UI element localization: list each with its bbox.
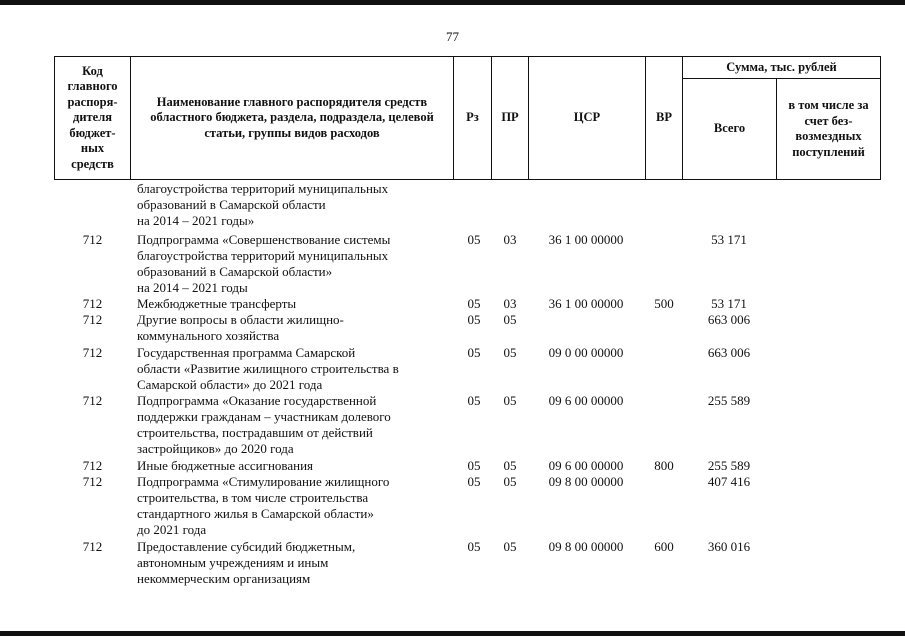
row-name-line: Подпрограмма «Оказание государственной <box>137 393 377 408</box>
row-name-line: на 2014 – 2021 годы <box>137 280 248 295</box>
row-csr: 09 8 00 00000 <box>548 474 624 489</box>
row-code: 712 <box>82 296 103 311</box>
row-pr: 03 <box>503 232 517 247</box>
row-name <box>137 474 457 538</box>
row-name <box>137 296 457 312</box>
row-total: 663 006 <box>707 312 751 327</box>
header-csr-text: ЦСР <box>573 110 601 125</box>
row-csr: 09 6 00 00000 <box>548 458 624 473</box>
header-name <box>130 56 454 180</box>
row-total: 53 171 <box>711 296 747 311</box>
row-csr: 36 1 00 00000 <box>548 232 624 247</box>
row-name-line: Самарской области» до 2021 года <box>137 377 323 392</box>
page-number: 77 <box>446 29 459 44</box>
row-name-line: автономным учреждениям и иным <box>137 555 329 570</box>
row-csr: 09 0 00 00000 <box>548 345 624 360</box>
header-sum <box>682 56 881 79</box>
row-name-line: Другие вопросы в области жилищно- <box>137 312 344 327</box>
row-pr: 05 <box>503 539 517 554</box>
header-csr <box>528 56 646 180</box>
header-vr <box>645 56 683 180</box>
row-name-line: Государственная программа Самарской <box>137 345 356 360</box>
row-name-line: на 2014 – 2021 годы» <box>137 213 255 228</box>
row-name <box>137 458 457 474</box>
row-total: 663 006 <box>707 345 751 360</box>
row-vr: 600 <box>654 539 674 554</box>
row-name-line: образований в Самарской области <box>137 197 326 212</box>
row-rz: 05 <box>467 232 481 247</box>
row-name-line: строительства, пострадавшим от действий <box>137 425 373 440</box>
row-name <box>137 539 457 587</box>
row-name-line: Предоставление субсидий бюджетным, <box>137 539 356 554</box>
row-name-line: некоммерческим организациям <box>137 571 311 586</box>
header-rz <box>453 56 492 180</box>
bottom-border <box>0 631 905 636</box>
row-name-line: застройщиков» до 2020 года <box>137 441 294 456</box>
row-code: 712 <box>82 312 103 327</box>
row-name-line: коммунального хозяйства <box>137 328 280 343</box>
header-sum-text: Сумма, тыс. рублей <box>726 59 837 74</box>
row-rz: 05 <box>467 474 481 489</box>
top-border <box>0 0 905 5</box>
row-csr: 36 1 00 00000 <box>548 296 624 311</box>
row-name-line: стандартного жилья в Самарской области» <box>137 506 374 521</box>
header-pr-text: ПР <box>501 110 519 125</box>
row-name <box>137 393 457 457</box>
row-csr: 09 6 00 00000 <box>548 393 624 408</box>
header-total <box>682 78 777 180</box>
header-code-text: Код главного распоря-дителя бюджет-ных средств <box>67 63 118 171</box>
row-name <box>137 312 457 344</box>
row-vr: 500 <box>654 296 674 311</box>
header-rz-text: Рз <box>466 110 479 125</box>
row-pr: 05 <box>503 345 517 360</box>
row-pr: 05 <box>503 312 517 327</box>
row-name-line: поддержки гражданам – участникам долевого <box>137 409 391 424</box>
row-code: 712 <box>82 474 103 489</box>
row-vr: 800 <box>654 458 674 473</box>
row-name-line: Иные бюджетные ассигнования <box>137 458 314 473</box>
row-rz: 05 <box>467 312 481 327</box>
row-rz: 05 <box>467 345 481 360</box>
header-vr-text: ВР <box>656 110 672 125</box>
row-total: 53 171 <box>711 232 747 247</box>
row-code: 712 <box>82 232 103 247</box>
row-code: 712 <box>82 458 103 473</box>
header-incl <box>776 78 881 180</box>
row-name-line: образований в Самарской области» <box>137 264 333 279</box>
header-total-text: Всего <box>713 121 746 136</box>
row-rz: 05 <box>467 296 481 311</box>
row-code: 712 <box>82 539 103 554</box>
row-name <box>137 232 457 296</box>
header-code <box>54 56 131 180</box>
row-csr: 09 8 00 00000 <box>548 539 624 554</box>
row-name-line: Подпрограмма «Совершенствование системы <box>137 232 391 247</box>
row-code: 712 <box>82 393 103 408</box>
row-name-line: строительства, в том числе строительства <box>137 490 369 505</box>
row-name-line: области «Развитие жилищного строительства в <box>137 361 399 376</box>
row-name <box>137 345 457 393</box>
header-name-text: Наименование главного распорядителя средств областного бюджета, раздела, подраздела, целевой статьи, группы видов расходов <box>150 94 434 140</box>
header-incl-text: в том числе за счет без-возмездных поступлений <box>788 98 869 159</box>
row-rz: 05 <box>467 539 481 554</box>
header-pr <box>491 56 529 180</box>
row-rz: 05 <box>467 458 481 473</box>
row-rz: 05 <box>467 393 481 408</box>
row-total: 255 589 <box>707 458 751 473</box>
row-name-line: Межбюджетные трансферты <box>137 296 297 311</box>
row-total: 255 589 <box>707 393 751 408</box>
row-name-line: благоустройства территорий муниципальных <box>137 181 389 196</box>
row-pr: 03 <box>503 296 517 311</box>
row-code: 712 <box>82 345 103 360</box>
row-name-line: Подпрограмма «Стимулирование жилищного <box>137 474 390 489</box>
row-pr: 05 <box>503 458 517 473</box>
row-name-line: благоустройства территорий муниципальных <box>137 248 389 263</box>
row-pr: 05 <box>503 393 517 408</box>
row-total: 407 416 <box>707 474 751 489</box>
row-name-line: до 2021 года <box>137 522 207 537</box>
row-total: 360 016 <box>707 539 751 554</box>
row-pr: 05 <box>503 474 517 489</box>
row-name <box>137 181 457 229</box>
